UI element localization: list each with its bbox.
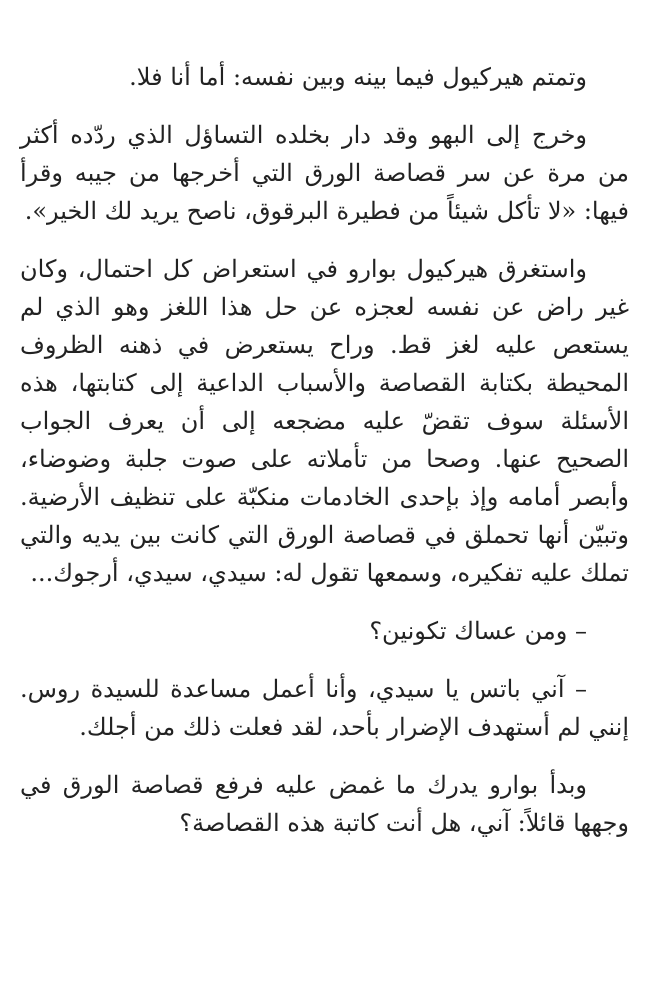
dialogue-line-2: – آني باتس يا سيدي، وأنا أعمل مساعدة للسيدة روس. إنني لم أستهدف الإضرار بأحد، لقد فعلت ذلك من أجلك. [20, 675, 629, 741]
paragraph-1: وتمتم هيركيول فيما بينه وبين نفسه: أما أنا فلا. [129, 63, 587, 91]
paragraph-3: واستغرق هيركيول بوارو في استعراض كل احتمال، وكان غير راض عن نفسه لعجزه عن حل هذا اللغز وهو الذي لم يستعص عليه لغز قط. وراح يستعرض في ذهنه الظروف المحيطة بكتابة القصاصة والأسباب الداعية إلى كتابتها، هذه الأسئلة سوف تقضّ عليه مضجعه إلى أن يعرف الجواب الصحيح عنها. وصحا من تأملاته على صوت جلبة وضوضاء، وأبصر أمامه وإذ بإحدى الخادمات منكبّة على تنظيف الأرضية. وتبيّن أنها تحملق في قصاصة الورق التي كانت بين يديه والتي تملك عليه تفكيره، وسمعها تقول له: سيدي، سيدي، أرجوك... [20, 255, 629, 587]
paragraph-2: وخرج إلى البهو وقد دار بخلده التساؤل الذي ردّده أكثر من مرة عن سر قصاصة الورق التي أخرجها من جيبه وقرأ فيها: «لا تأكل شيئاً من فطيرة البرقوق، ناصح يريد لك الخير». [20, 121, 629, 225]
dialogue-line-1: – ومن عساك تكونين؟ [369, 617, 587, 645]
paragraph-4: وبدأ بوارو يدرك ما غمض عليه فرفع قصاصة الورق في وجهها قائلاً: آني، هل أنت كاتبة هذه القصاصة؟ [20, 771, 629, 837]
